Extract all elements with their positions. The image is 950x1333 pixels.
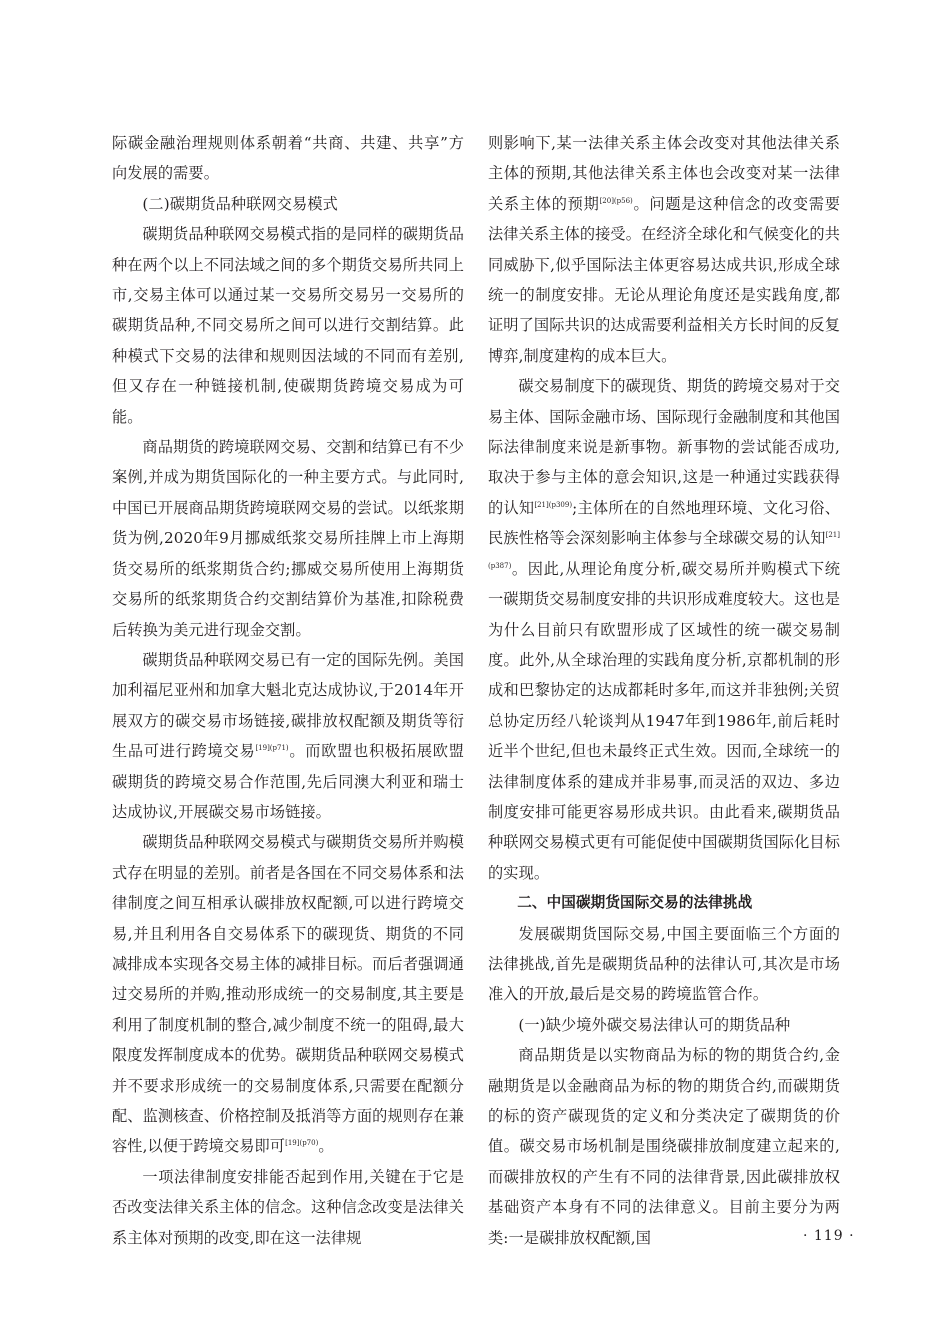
paragraph: 一项法律制度安排能否起到作用,关键在于它是否改变法律关系主体的信念。这种信念改变是法律关系主体对预期的改变,即在这一法律规	[112, 1167, 464, 1247]
paragraph: 商品期货是以实物商品为标的物的期货合约,金融期货是以金融商品为标的物的期货合约,而碳期货的标的资产碳现货的定义和分类决定了碳期货的价值。碳交易市场机制是围绕碳排放制度建立起来的,而碳排放权的产生有不同的法律背景,因此碳排放权基础资产本身有不同的法律意义。目前主要分为两类:一是碳排放权配额,国	[488, 1046, 840, 1247]
section-subheading: (二)碳期货品种联网交易模式	[142, 194, 338, 213]
left-column	[112, 128, 464, 1253]
citation: [21](p309)	[534, 500, 573, 509]
paragraph: 际碳金融治理规则体系朝着“共商、共建、共享”方向发展的需要。	[112, 134, 464, 183]
paragraph-text: 。而欧盟也积极拓展欧盟碳期货的跨境交易合作范围,先后同澳大利亚和瑞士达成协议,开展碳交易市场链接。	[112, 742, 464, 821]
paragraph-text: 碳交易制度下的碳现货、期货的跨境交易对于交易主体、国际金融市场、国际现行金融制度和其他国际法律制度来说是新事物。新事物的尝试能否成功,取决于参与主体的意会知识,这是一种通过实践获得的认知	[488, 377, 840, 517]
paragraph: 商品期货的跨境联网交易、交割和结算已有不少案例,并成为期货国际化的一种主要方式。与此同时,中国已开展商品期货跨境联网交易的尝试。以纸浆期货为例,2020年9月挪威纸浆交易所挂牌上市上海期货交易所的纸浆期货合约;挪威交易所使用上海期货交易所的纸浆期货合约交割结算价为基准,扣除税费后转换为美元进行现金交割。	[112, 438, 464, 639]
section-heading: 二、中国碳期货国际交易的法律挑战	[517, 894, 753, 912]
paragraph: 碳期货品种联网交易模式指的是同样的碳期货品种在两个以上不同法域之间的多个期货交易所共同上市,交易主体可以通过某一交易所交易另一交易所的碳期货品种,不同交易所之间可以进行交割结算。此种模式下交易的法律和规则因法域的不同而有差别,但又存在一种链接机制,使碳期货跨境交易成为可能。	[112, 225, 464, 426]
paragraph-text: 。	[318, 1137, 334, 1156]
paragraph-text: 碳期货品种联网交易已有一定的国际先例。美国加利福尼亚州和加拿大魁北克达成协议,于2014年开展双方的碳交易市场链接,碳排放权配额及期货等衍生品可进行跨境交易	[112, 650, 464, 761]
right-column	[488, 128, 840, 1253]
paragraph	[488, 371, 840, 888]
citation: [19](p71)	[255, 744, 289, 753]
citation: [20](p56)	[599, 196, 633, 205]
page-number: · 119 ·	[803, 1228, 855, 1244]
paragraph-text: 碳期货品种联网交易模式与碳期货交易所并购模式存在明显的差别。前者是各国在不同交易体系和法律制度之间互相承认碳排放权配额,可以进行跨境交易,并且利用各自交易体系下的碳现货、期货的不同减排成本实现各交易主体的减排目标。而后者强调通过交易所的并购,推动形成统一的交易制度,其主要是利用了制度机制的整合,减少制度不统一的阻碍,最大限度发挥制度成本的优势。碳期货品种联网交易模式并不要求形成统一的交易制度体系,只需要在配额分配、监测核查、价格控制及抵消等方面的规则存在兼容性,以便于跨境交易即可	[112, 833, 464, 1156]
paragraph	[488, 128, 840, 371]
section-subheading: (一)缺少境外碳交易法律认可的期货品种	[518, 1015, 791, 1034]
citation: [21](p387)	[488, 531, 840, 570]
paragraph-text: 。因此,从理论角度分析,碳交易所并购模式下统一碳期货交易制度安排的共识形成难度较大。这也是为什么目前只有欧盟形成了区域性的统一碳交易制度。此外,从全球治理的实践角度分析,京都机制的形成和巴黎协定的达成都耗时多年,而这并非独例;关贸总协定历经八轮谈判从1947年到1986年,前后耗时近半个世纪,但也未最终正式生效。因而,全球统一的法律制度体系的建成并非易事,而灵活的双边、多边制度安排可能更容易形成共识。由此看来,碳期货品种联网交易模式更有可能促使中国碳期货国际化目标的实现。	[488, 559, 840, 882]
paragraph: 发展碳期货国际交易,中国主要面临三个方面的法律挑战,首先是碳期货品种的法律认可,其次是市场准入的开放,最后是交易的跨境监管合作。	[488, 924, 840, 1004]
paragraph-text: ;主体所在的自然地理环境、文化习俗、民族性格等会深刻影响主体参与全球碳交易的认知	[488, 498, 840, 548]
paragraph-text: 。问题是这种信念的改变需要法律关系主体的接受。在经济全球化和气候变化的共同威胁下,似乎国际法主体更容易达成共识,形成全球统一的制度安排。无论从理论角度还是实践角度,都证明了国际共识的达成需要利益相关方长时间的反复博弈,制度建构的成本巨大。	[488, 194, 840, 365]
paragraph	[112, 645, 464, 827]
paragraph-text: 则影响下,某一法律关系主体会改变对其他法律关系主体的预期,其他法律关系主体也会改变对某一法律关系主体的预期	[488, 134, 840, 213]
paragraph	[112, 827, 464, 1161]
citation: [19](p70)	[285, 1139, 319, 1148]
